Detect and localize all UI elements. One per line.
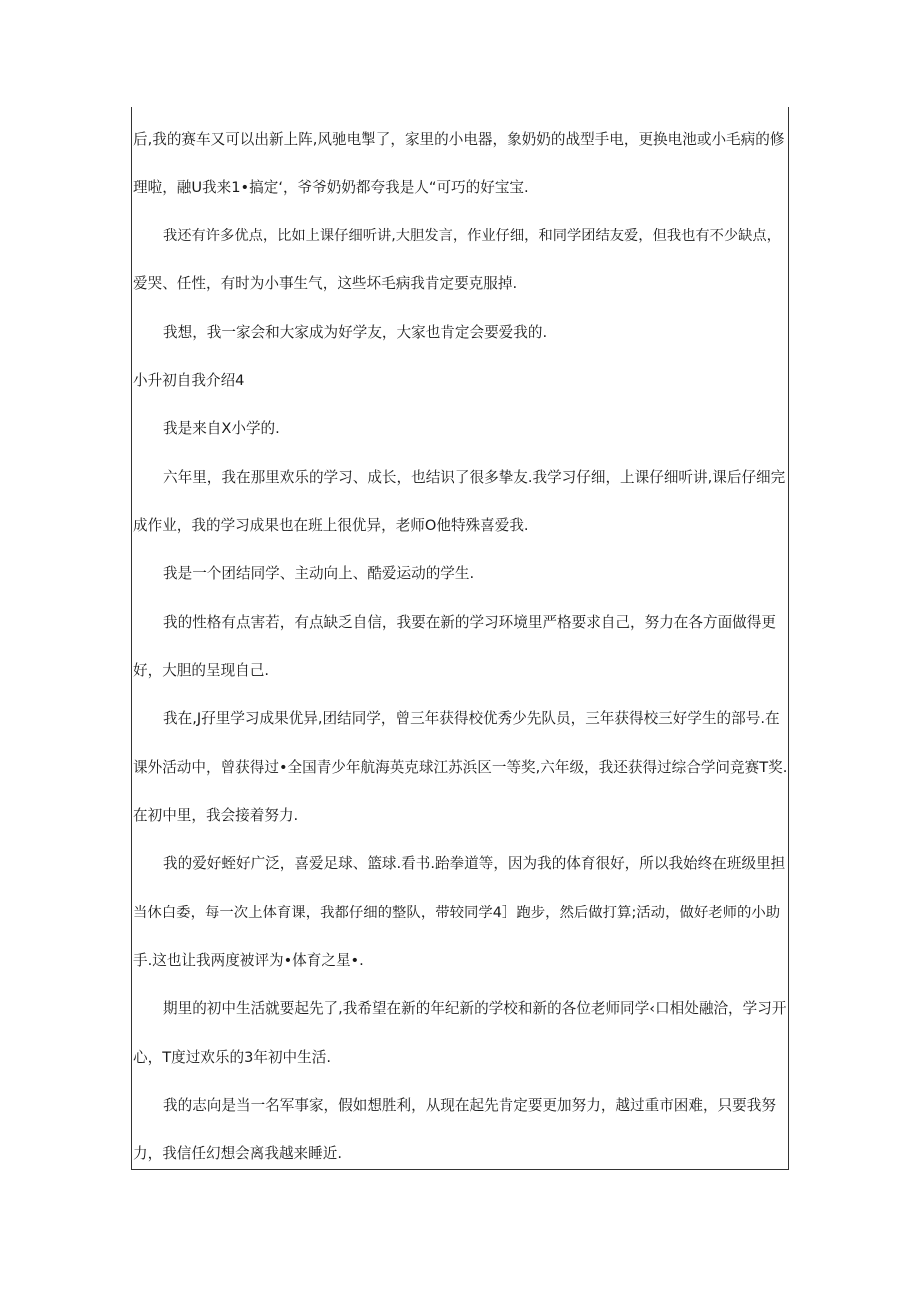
text-line: 成作业，我的学习成果也在班上很优异，老师O他特殊喜爱我. bbox=[133, 517, 529, 534]
text-line: 我的爱好蛭好广泛，喜爱足球、篮球.看书.跆拳道等，因为我的体育很好，所以我始终在班级里担 bbox=[163, 855, 786, 872]
text-line: 心，T度过欢乐的3年初中生活. bbox=[133, 1049, 331, 1066]
text-line: 课外活动中，曾获得过•全国青少年航海英克球江苏浜区一等奖,六年级，我还获得过综合学问竞赛T奖. bbox=[133, 759, 788, 776]
text-line: 我是一个团结同学、主动向上、酷爱运动的学生. bbox=[163, 565, 475, 582]
section-heading: 小升初自我介绍4 bbox=[133, 372, 245, 389]
text-line: 期里的初中生活就要起先了,我希望在新的年纪新的学校和新的各位老师同学‹口相处融洽，学习开 bbox=[163, 1000, 787, 1017]
text-line: 爱哭、任性，有时为小事生气，这些坏毛病我肯定要克服掉. bbox=[133, 275, 518, 292]
text-line: 力，我信任幻想会离我越来睡近. bbox=[133, 1145, 342, 1162]
text-line: 我的志向是当一名军事家，假如想胜利，从现在起先肯定要更加努力，越过重市困难，只要我努 bbox=[163, 1097, 776, 1114]
text-line: 六年里，我在那里欢乐的学习、成长，也结识了很多挚友.我学习仔细，上课仔细听讲,课后仔细完 bbox=[163, 469, 786, 486]
text-line: 我想，我一家会和大家成为好学友，大家也肯定会要爱我的. bbox=[163, 324, 548, 341]
text-line: 手.这也让我两度被评为•体育之星•. bbox=[133, 952, 364, 969]
text-line: 我是来自X小学的. bbox=[163, 420, 280, 437]
text-line: 当休白委，每一次上体育课，我都仔细的整队，带较同学4］跑步，然后做打算;活动，做好老师的小助 bbox=[133, 905, 781, 921]
text-line: 我的性格有点害若，有点缺乏自信，我要在新的学习环境里严格要求自己，努力在各方面做得更 bbox=[163, 614, 776, 631]
text-line: 在初中里，我会接着努力. bbox=[133, 807, 299, 824]
text-line: 我在,J孖里学习成果优异,团结同学，曾三年获得校优秀少先队员，三年获得校三好学生的部号.在 bbox=[163, 710, 780, 727]
text-line: 我还有许多优点，比如上课仔细听讲,大胆发言，作业仔细，和同学团结友爱，但我也有不少缺点， bbox=[163, 228, 781, 244]
text-line: 好，大胆的呈现自己. bbox=[133, 662, 269, 679]
text-line: 理啦，融U我来1•搞定‘，爷爷奶奶都夸我是人“可巧的好宝宝. bbox=[133, 179, 529, 196]
text-line: 后,我的赛车又可以出新上阵,风驰电掣了，家里的小电器，象奶奶的战型手电，更换电池或小毛病的修 bbox=[133, 131, 785, 148]
